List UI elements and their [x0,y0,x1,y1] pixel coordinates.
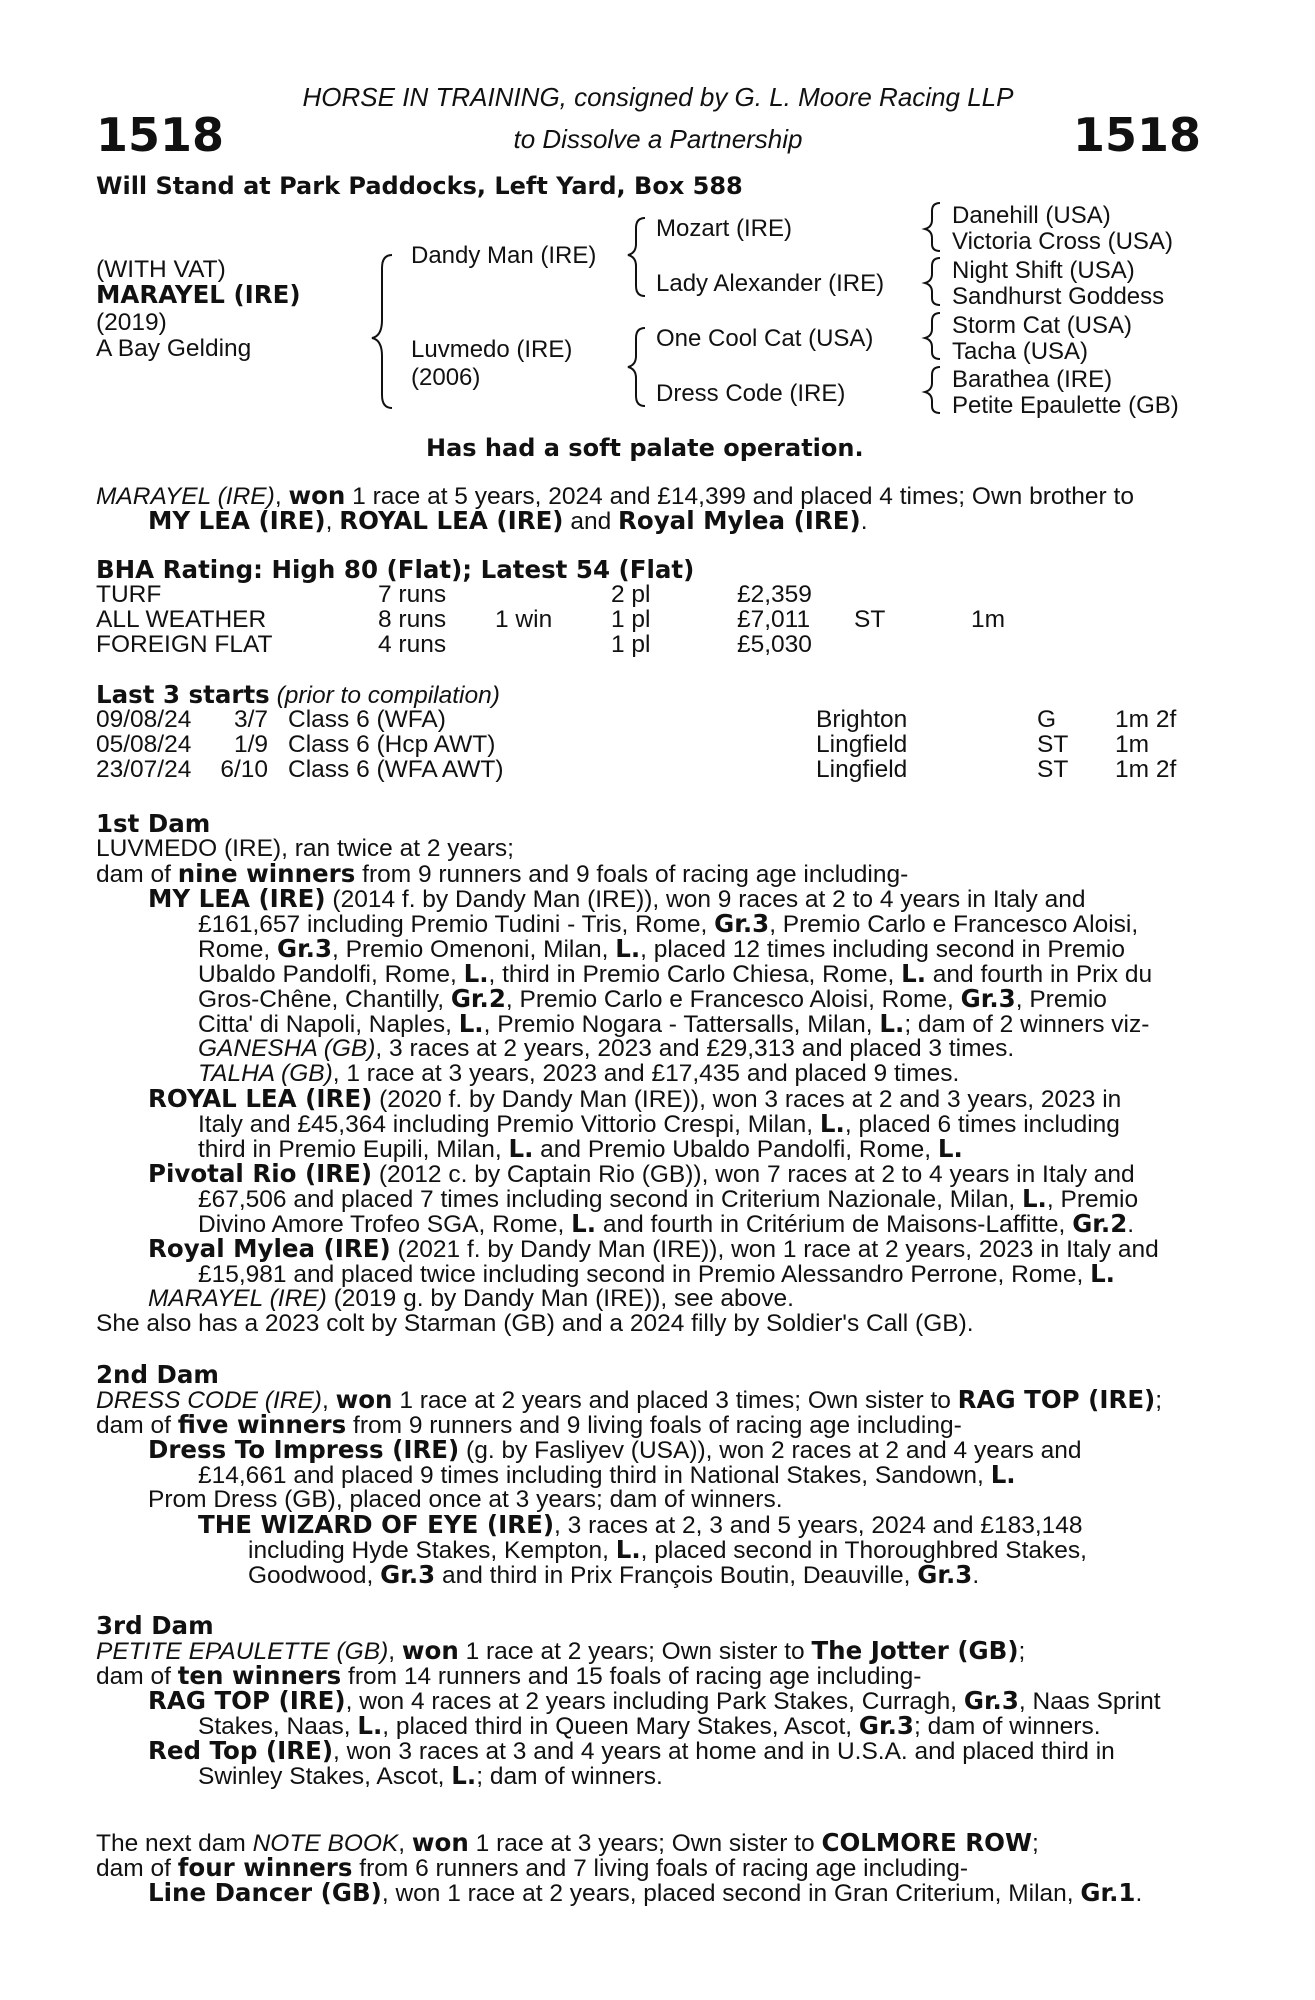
horse-name: MARAYEL (IRE) [96,280,301,309]
rating-wins: 1 win [495,606,553,633]
dam2-heading: 2nd Dam [96,1360,219,1389]
nextdam-record: dam of four winners from 6 runners and 7 living foals of racing age including- [96,1853,969,1882]
start-position: 3/7 [233,706,268,733]
rating-prize: £7,011 [737,606,811,633]
medical-notice: Has had a soft palate operation. [426,434,864,462]
start-position: 6/10 [220,756,268,783]
sire-dam: Lady Alexander (IRE) [656,270,885,297]
dam-dam: Dress Code (IRE) [656,380,846,407]
dam1-heading: 1st Dam [96,809,211,838]
ancestor-8: Petite Epaulette (GB) [952,392,1179,419]
rating-surface: TURF [96,581,162,608]
rating-placed: 1 pl [611,631,651,658]
nextdam-intro: The next dam NOTE BOOK, won 1 race at 3 years; Own sister to COLMORE ROW; [96,1828,1039,1857]
dam2-record: dam of five winners from 9 runners and 9 living foals of racing age including- [96,1410,962,1439]
rating-runs: 4 runs [378,631,447,658]
dam-name: Luvmedo (IRE) [411,336,573,363]
dam1-also: She also has a 2023 colt by Starman (GB) and a 2024 filly by Soldier's Call (GB). [96,1310,974,1337]
dam3-heading: 3rd Dam [96,1611,214,1640]
rating-prize: £5,030 [737,631,812,658]
start-course: Brighton [816,706,908,733]
rating-going: ST [854,606,886,633]
start-class: Class 6 (Hcp AWT) [288,731,496,758]
ancestor-7: Barathea (IRE) [952,366,1113,393]
start-date: 09/08/24 [96,706,192,733]
ancestor-1: Danehill (USA) [952,202,1111,229]
stand-location: Will Stand at Park Paddocks, Left Yard, Box 588 [96,172,743,200]
ancestor-6: Tacha (USA) [952,338,1089,365]
start-class: Class 6 (WFA) [288,706,446,733]
dam-sire: One Cool Cat (USA) [656,325,874,352]
start-distance: 1m [1115,731,1150,758]
ancestor-5: Storm Cat (USA) [952,312,1133,339]
catalogue-title: HORSE IN TRAINING, consigned by G. L. Moore Racing LLP [302,82,1014,112]
start-course: Lingfield [816,731,908,758]
rating-runs: 7 runs [378,581,447,608]
start-course: Lingfield [816,756,908,783]
rating-title: BHA Rating: High 80 (Flat); Latest 54 (Flat) [96,555,695,584]
ancestor-3: Night Shift (USA) [952,257,1135,284]
pedigree-braces [0,0,1315,420]
summary-line: MARAYEL (IRE), won 1 race at 5 years, 2024 and £14,399 and placed 4 times; Own brother to [96,481,1134,510]
brace-dam [628,328,645,406]
horse-description: A Bay Gelding [96,335,252,362]
rating-runs: 8 runs [378,606,447,633]
brace-g1 [925,203,940,251]
brace-g2 [925,258,940,305]
vat-note: (WITH VAT) [96,256,226,283]
nextdam-progeny-line-dancer: Line Dancer (GB), won 1 race at 2 years, placed second in Gran Criterium, Milan, Gr.1. [148,1878,1143,1907]
ancestor-2: Victoria Cross (USA) [952,228,1173,255]
summary-siblings: MY LEA (IRE), ROYAL LEA (IRE) and Royal Mylea (IRE). [148,506,868,535]
dam2-progeny-prom-dress: Prom Dress (GB), placed once at 3 years; dam of winners. [148,1486,783,1513]
rating-placed: 2 pl [611,581,651,608]
dam1-progeny-marayel: MARAYEL (IRE) (2019 g. by Dandy Man (IRE)), see above. [148,1285,794,1312]
dam1-intro: LUVMEDO (IRE), ran twice at 2 years; [96,835,514,862]
rating-prize: £2,359 [737,581,812,608]
start-going: G [1037,706,1057,733]
start-date: 05/08/24 [96,731,192,758]
dam-year: (2006) [411,364,481,391]
start-going: ST [1037,756,1069,783]
brace-main [372,255,392,408]
ancestor-4: Sandhurst Goddess [952,283,1165,310]
dam3-record: dam of ten winners from 14 runners and 15 foals of racing age including- [96,1661,922,1690]
starts-title: Last 3 starts (prior to compilation) [96,680,500,709]
rating-surface: FOREIGN FLAT [96,631,273,658]
dam1-record: dam of nine winners from 9 runners and 9 foals of racing age including- [96,859,909,888]
rating-distance: 1m [971,606,1006,633]
start-distance: 1m 2f [1115,706,1177,733]
start-distance: 1m 2f [1115,756,1177,783]
summary-horse: MARAYEL (IRE) [96,483,275,510]
lot-number-left: 1518 [96,108,225,162]
catalogue-subtitle: to Dissolve a Partnership [513,124,803,154]
start-date: 23/07/24 [96,756,192,783]
horse-year: (2019) [96,309,167,336]
lot-number-right: 1518 [1072,108,1201,162]
brace-g3 [925,313,940,359]
brace-g4 [925,367,940,413]
sire-sire: Mozart (IRE) [656,215,793,242]
sire-name: Dandy Man (IRE) [411,242,597,269]
dam3-intro: PETITE EPAULETTE (GB), won 1 race at 2 years; Own sister to The Jotter (GB); [96,1636,1026,1665]
rating-placed: 1 pl [611,606,651,633]
start-position: 1/9 [233,731,268,758]
start-class: Class 6 (WFA AWT) [288,756,504,783]
dam2-intro: DRESS CODE (IRE), won 1 race at 2 years and placed 3 times; Own sister to RAG TOP (IRE); [96,1385,1163,1414]
start-going: ST [1037,731,1069,758]
brace-sire [628,218,645,296]
rating-surface: ALL WEATHER [96,606,267,633]
